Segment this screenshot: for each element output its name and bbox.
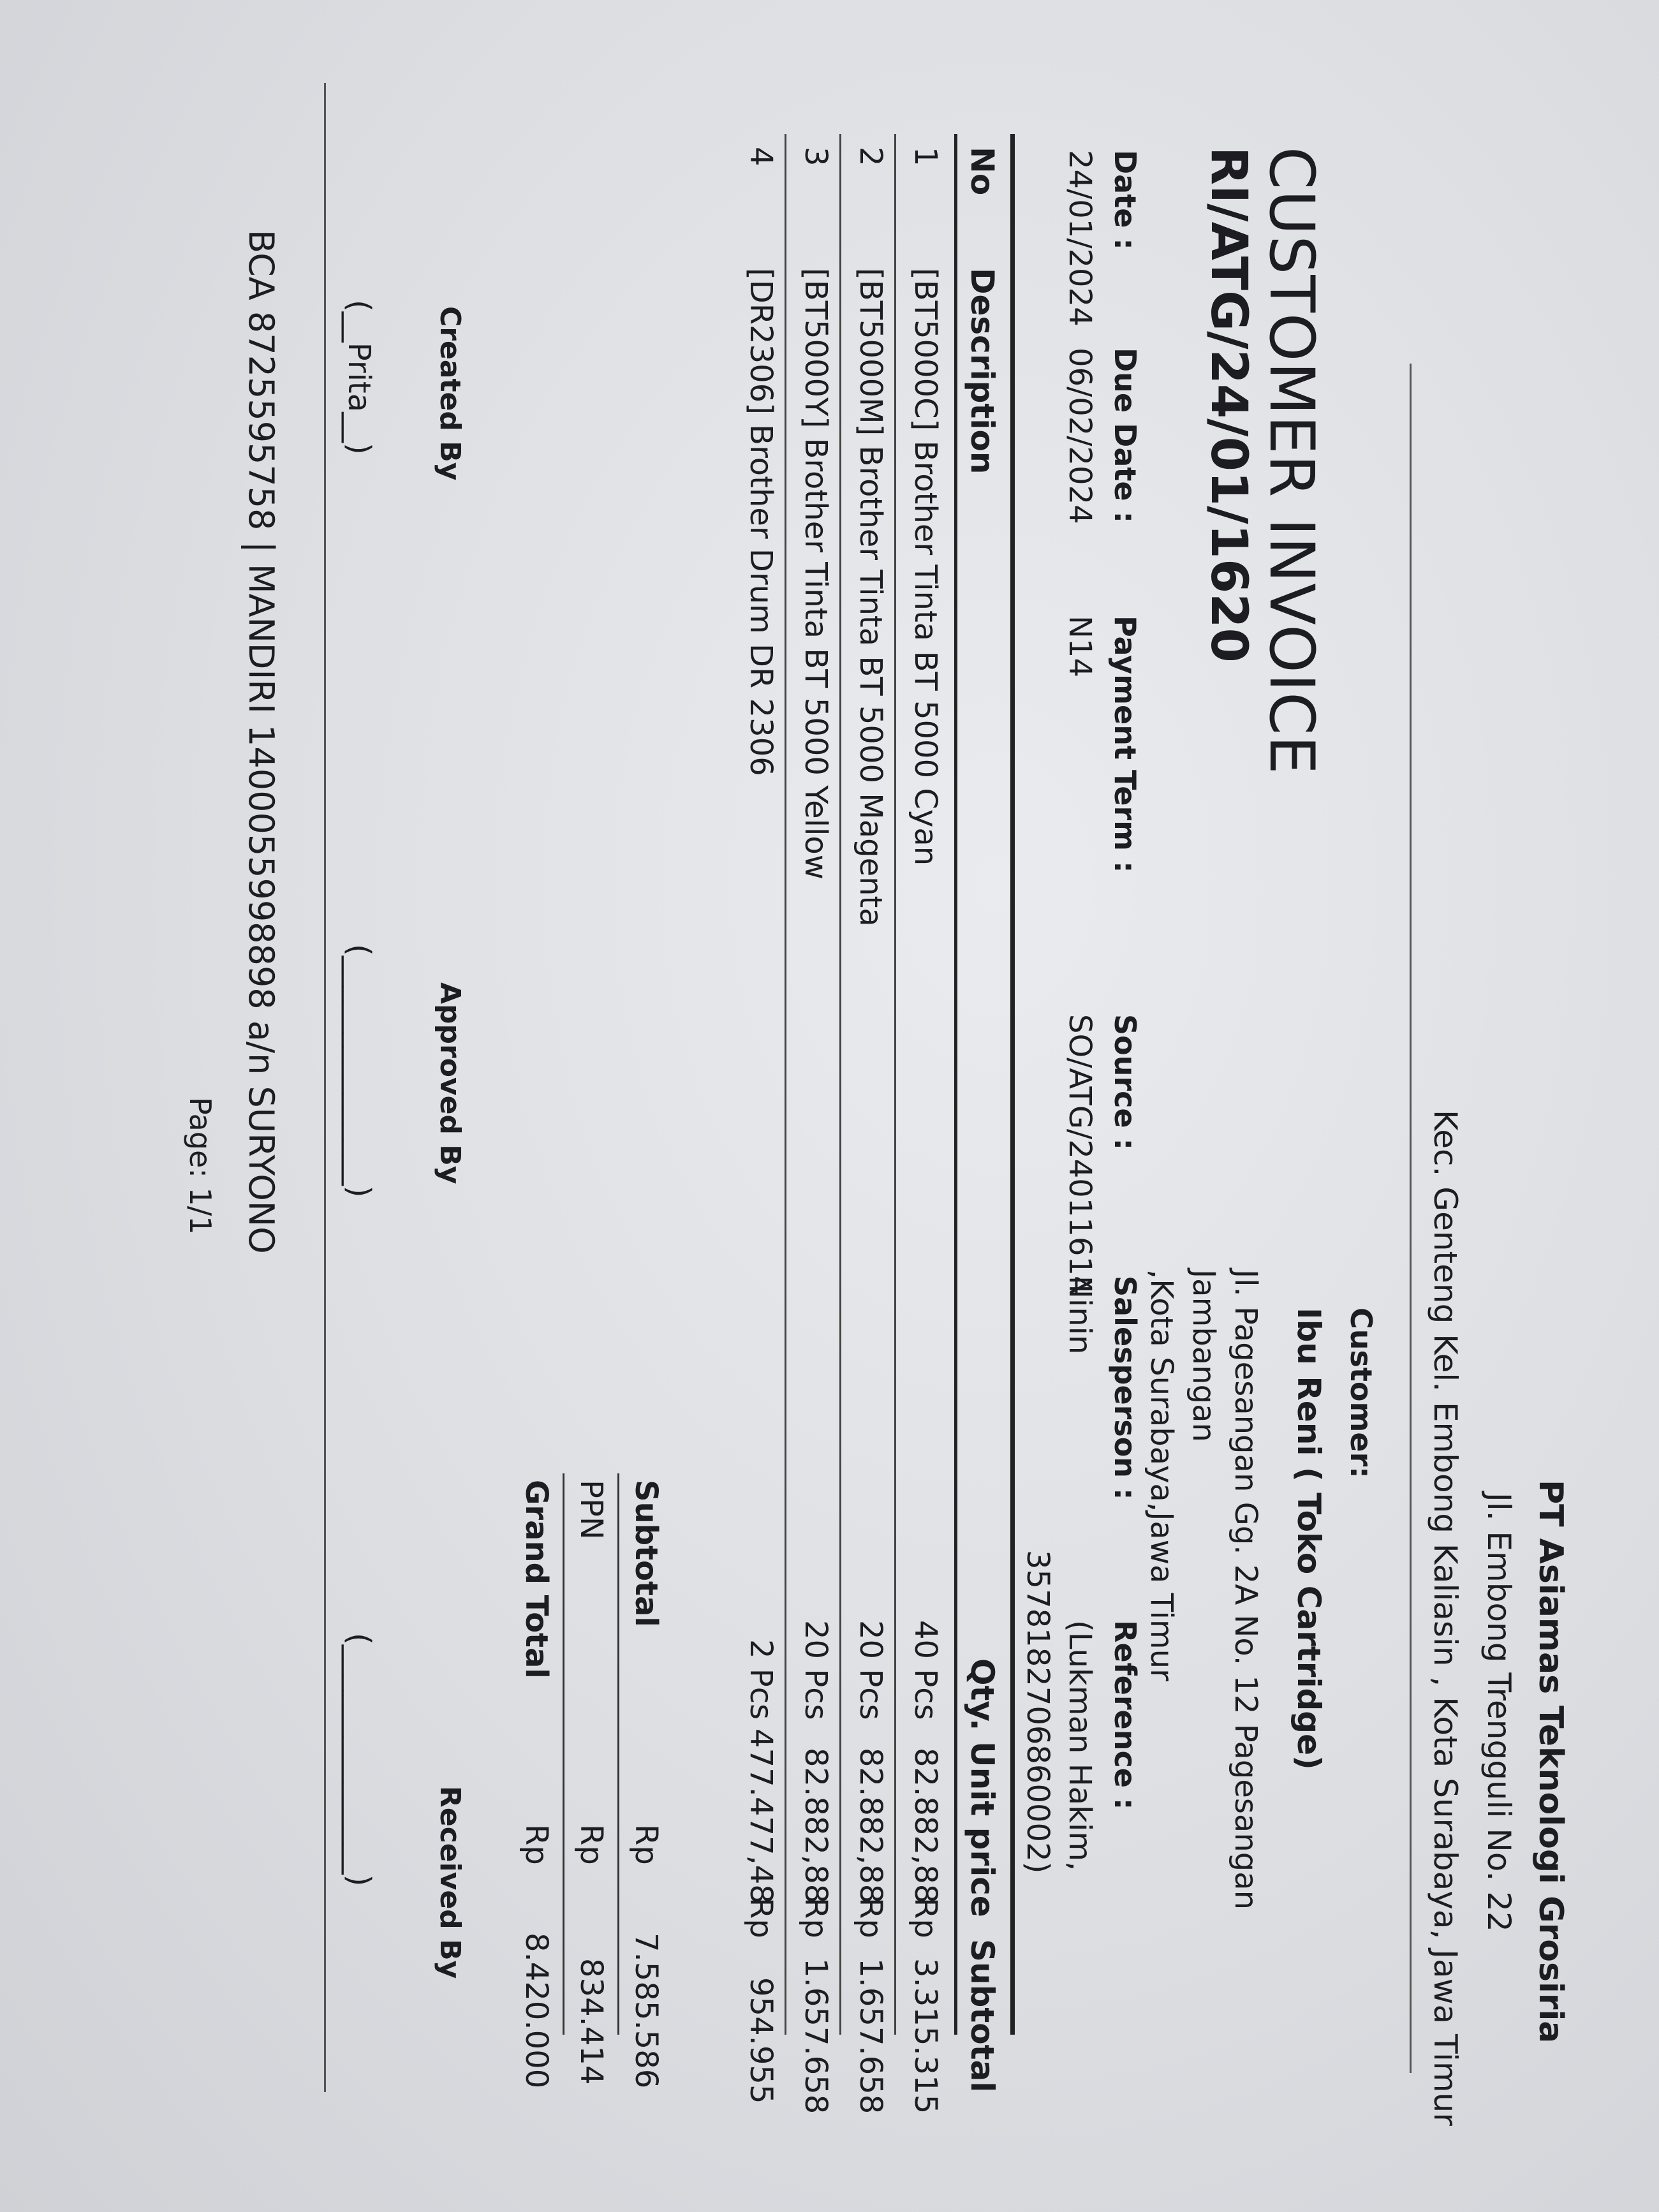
row-subtotal: 3.315.315 [908,1958,943,2114]
row-description: [BT5000C] Brother Tinta BT 5000 Cyan [908,268,943,866]
subtotal-currency: Rp [628,1824,664,1865]
received-by-signature-line: (_______________) [341,1633,377,1887]
created-by-label: Created By [434,306,466,481]
salesperson-label: Salesperson : [1108,1276,1142,1500]
approved-by-signature-line: (_______________) [341,944,377,1198]
reference-value-line1: (Lukman Hakim, [1062,1620,1098,1871]
row-divider [785,134,786,2035]
row-divider [894,134,896,2035]
date-value: 24/01/2024 [1062,150,1098,327]
column-header-description: Description [964,268,1001,475]
ppn-currency: Rp [573,1824,609,1865]
company-address-line2: Kec. Genteng Kel. Embong Kaliasin , Kota Surabaya, Jawa Timur [1427,1110,1464,2126]
created-by-signature: (__Prita__) [341,300,377,455]
table-header-rule [954,134,957,2035]
row-unit-price: 82.882,88 [798,1748,834,1904]
row-qty: 20 Pcs [798,1620,834,1720]
payment-term-label: Payment Term : [1108,616,1142,873]
row-no: 3 [798,147,834,166]
row-qty: 20 Pcs [853,1620,888,1720]
payment-term-value: N14 [1062,616,1098,677]
reference-label: Reference : [1108,1620,1142,1810]
row-qty: 2 Pcs [743,1639,779,1720]
reference-value-line2: 3578182706860002) [1020,1550,1056,1874]
grand-total-value: 8.420.000 [519,1933,554,2089]
salesperson-value: Ninin [1062,1276,1098,1355]
subtotal-label: Subtotal [628,1480,664,1627]
date-label: Date : [1108,150,1142,250]
row-divider [839,134,841,2035]
received-by-label: Received By [434,1786,466,1979]
document-title: CUSTOMER INVOICE [1256,147,1327,775]
source-label: Source : [1108,1014,1142,1151]
customer-name: Ibu Reni ( Toko Cartridge) [1290,1308,1327,1770]
totals-divider [617,1473,619,2035]
row-no: 4 [743,147,779,166]
row-subtotal: 1.657.658 [853,1958,888,2114]
column-header-qty: Qty. [964,1658,1001,1731]
row-description: [BT5000M] Brother Tinta BT 5000 Magenta [853,268,888,927]
row-qty: 40 Pcs [908,1620,943,1720]
due-date-label: Due Date : [1108,348,1142,523]
row-subtotal: 954.955 [743,1977,779,2104]
company-address-line1: Jl. Embong Trengguli No. 22 [1480,1493,1517,1932]
totals-divider [563,1473,564,2035]
customer-address-line3: ,Kota Surabaya,Jawa Timur [1144,1269,1179,1681]
column-header-unit-price: Unit price [964,1741,1001,1917]
table-top-rule [1010,134,1015,2035]
row-unit-price: 477.477,48 [743,1729,779,1904]
footer-divider [324,83,326,2092]
row-currency: Rp [853,1898,888,1938]
column-header-subtotal: Subtotal [964,1939,1001,2093]
approved-by-label: Approved By [434,982,466,1184]
customer-label: Customer: [1344,1308,1378,1478]
ppn-value: 834.414 [573,1958,609,2085]
header-divider [1410,364,1412,2073]
row-description: [BT5000Y] Brother Tinta BT 5000 Yellow [798,268,834,880]
customer-address-line1: Jl. Pagesangan Gg. 2A No. 12 Pagesangan [1228,1269,1264,1910]
invoice-number: RI/ATG/24/01/1620 [1200,147,1257,663]
ppn-label: PPN [573,1480,609,1540]
grand-total-currency: Rp [519,1824,554,1865]
bank-account-info: BCA 8725595758 | MANDIRI 1400055998898 a/n SURYONO [241,230,281,1254]
row-currency: Rp [743,1898,779,1938]
row-no: 2 [853,147,888,166]
page-number: Page: 1/1 [183,1097,218,1235]
row-currency: Rp [908,1898,943,1938]
row-no: 1 [908,147,943,166]
row-subtotal: 1.657.658 [798,1958,834,2114]
subtotal-value: 7.585.586 [628,1933,664,2089]
row-currency: Rp [798,1898,834,1938]
grand-total-label: Grand Total [519,1480,554,1679]
row-description: [DR2306] Brother Drum DR 2306 [743,268,779,776]
due-date-value: 06/02/2024 [1062,348,1098,524]
source-value: SO/ATG/24011614 [1062,1014,1098,1295]
invoice-document [64,26,1659,2130]
row-unit-price: 82.882,88 [908,1748,943,1904]
column-header-no: No [964,147,1001,196]
customer-address-line2: Jambangan [1186,1269,1221,1442]
row-unit-price: 82.882,88 [853,1748,888,1904]
company-name: PT Asiamas Teknologi Grosiria [1531,1480,1570,2044]
